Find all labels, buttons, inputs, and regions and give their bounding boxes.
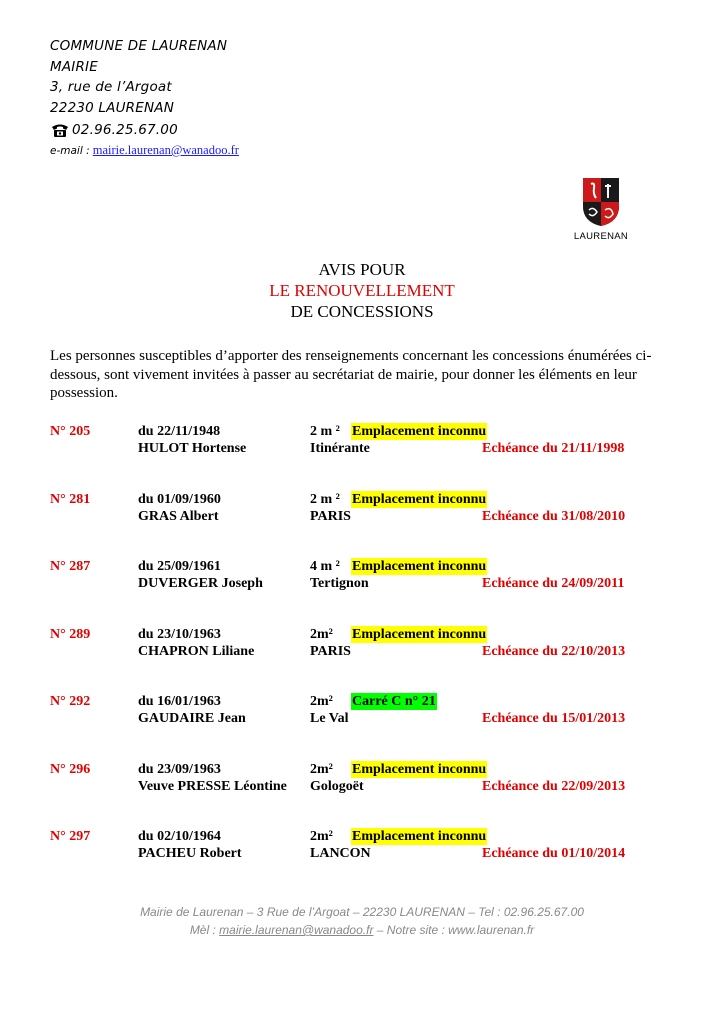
page-footer bbox=[0, 903, 724, 939]
concession-number: N° 296 bbox=[50, 761, 91, 777]
concession-holder: PACHEU Robert bbox=[138, 846, 242, 861]
concession-number: N° 292 bbox=[50, 694, 91, 709]
concession-number: N° 287 bbox=[50, 559, 91, 574]
concession-holder: Veuve PRESSE Léontine bbox=[138, 778, 287, 794]
holder-place: PARIS bbox=[310, 508, 351, 524]
concession-entry bbox=[50, 491, 650, 531]
commune-name: COMMUNE DE LAURENAN bbox=[50, 38, 228, 54]
concession-entry bbox=[50, 423, 650, 463]
location-badge: Emplacement inconnu bbox=[352, 424, 487, 439]
expiry-date: Echéance du 15/01/2013 bbox=[482, 711, 626, 726]
footer-mel-label: Mèl : bbox=[189, 923, 216, 937]
location-badge: Emplacement inconnu bbox=[352, 626, 487, 642]
concession-date: du 02/10/1964 bbox=[138, 829, 221, 844]
street-address: 3, rue de l’Argoat bbox=[50, 79, 172, 95]
holder-place: Le Val bbox=[310, 711, 349, 726]
expiry-date: Echéance du 22/10/2013 bbox=[482, 643, 626, 659]
intro-paragraph: Les personnes susceptibles d’apporter des renseignements concernant les concessions énumérées ci-dessous, sont vivement invitées à passer au secrétariat de mairie, pour donner les éléments en leur possession. bbox=[50, 348, 652, 401]
location-badge: Emplacement inconnu bbox=[352, 559, 487, 574]
email-row bbox=[50, 142, 350, 159]
concession-holder: DUVERGER Joseph bbox=[138, 576, 263, 591]
holder-place: LANCON bbox=[310, 846, 371, 861]
concession-date: du 23/09/1963 bbox=[138, 761, 221, 777]
phone-number: 02.96.25.67.00 bbox=[72, 121, 178, 138]
holder-place: PARIS bbox=[310, 643, 351, 659]
footer-address: Mairie de Laurenan – 3 Rue de l’Argoat – 22230 LAURENAN – Tel : 02.96.25.67.00 bbox=[140, 905, 584, 919]
concession-entry bbox=[50, 761, 650, 801]
holder-place: Tertignon bbox=[310, 576, 369, 591]
concession-number: N° 205 bbox=[50, 424, 91, 439]
postal-address: 22230 LAURENAN bbox=[50, 99, 175, 116]
footer-contact bbox=[0, 921, 724, 939]
concession-number: N° 289 bbox=[50, 626, 91, 642]
mairie-label: MAIRIE bbox=[50, 58, 98, 75]
footer-site: – Notre site : www.laurenan.fr bbox=[376, 923, 535, 937]
location-badge: Emplacement inconnu bbox=[352, 829, 487, 844]
concession-area: 4 m ² bbox=[310, 559, 340, 574]
concession-number: N° 297 bbox=[50, 829, 91, 844]
title-line-3: DE CONCESSIONS bbox=[290, 302, 434, 321]
holder-place: Gologoët bbox=[310, 778, 364, 794]
concession-area: 2m² bbox=[310, 626, 333, 642]
concession-number: N° 281 bbox=[50, 491, 91, 507]
expiry-date: Echéance du 22/09/2013 bbox=[482, 778, 626, 794]
sender-address-block bbox=[50, 36, 350, 159]
expiry-date: Echéance du 24/09/2011 bbox=[482, 576, 625, 591]
footer-email-link[interactable]: mairie.laurenan@wanadoo.fr bbox=[219, 923, 374, 937]
concession-holder: CHAPRON Liliane bbox=[138, 643, 255, 659]
concession-area: 2m² bbox=[310, 694, 333, 709]
expiry-date: Echéance du 21/11/1998 bbox=[482, 441, 625, 456]
email-link[interactable]: mairie.laurenan@wanadoo.fr bbox=[92, 143, 239, 157]
concession-area: 2m² bbox=[310, 829, 333, 844]
concession-entry bbox=[50, 558, 650, 598]
telephone-icon bbox=[50, 122, 70, 138]
expiry-date: Echéance du 01/10/2014 bbox=[482, 846, 626, 861]
concession-date: du 23/10/1963 bbox=[138, 626, 221, 642]
notice-title bbox=[0, 259, 724, 322]
title-line-1: AVIS POUR bbox=[318, 260, 406, 279]
concession-holder: GAUDAIRE Jean bbox=[138, 711, 246, 726]
coat-of-arms-icon bbox=[581, 176, 621, 228]
holder-place: Itinérante bbox=[310, 441, 370, 456]
email-label: e-mail : bbox=[50, 145, 90, 157]
concession-area: 2m² bbox=[310, 761, 333, 777]
concession-date: du 01/09/1960 bbox=[138, 491, 221, 507]
location-badge: Emplacement inconnu bbox=[352, 761, 487, 777]
logo-label: LAURENAN bbox=[573, 231, 629, 242]
concession-entry bbox=[50, 626, 650, 666]
concession-holder: HULOT Hortense bbox=[138, 441, 247, 456]
location-badge: Emplacement inconnu bbox=[352, 491, 487, 507]
concession-holder: GRAS Albert bbox=[138, 508, 219, 524]
concession-entry bbox=[50, 828, 650, 868]
concession-date: du 22/11/1948 bbox=[138, 424, 221, 439]
phone-row bbox=[50, 118, 350, 142]
concession-date: du 16/01/1963 bbox=[138, 694, 221, 709]
concession-date: du 25/09/1961 bbox=[138, 559, 221, 574]
location-badge: Carré C n° 21 bbox=[352, 694, 436, 709]
concession-area: 2 m ² bbox=[310, 491, 340, 507]
laurenan-logo bbox=[570, 176, 632, 242]
expiry-date: Echéance du 31/08/2010 bbox=[482, 508, 626, 524]
concession-entry bbox=[50, 693, 650, 733]
concession-area: 2 m ² bbox=[310, 424, 340, 439]
title-line-2: LE RENOUVELLEMENT bbox=[269, 281, 455, 300]
